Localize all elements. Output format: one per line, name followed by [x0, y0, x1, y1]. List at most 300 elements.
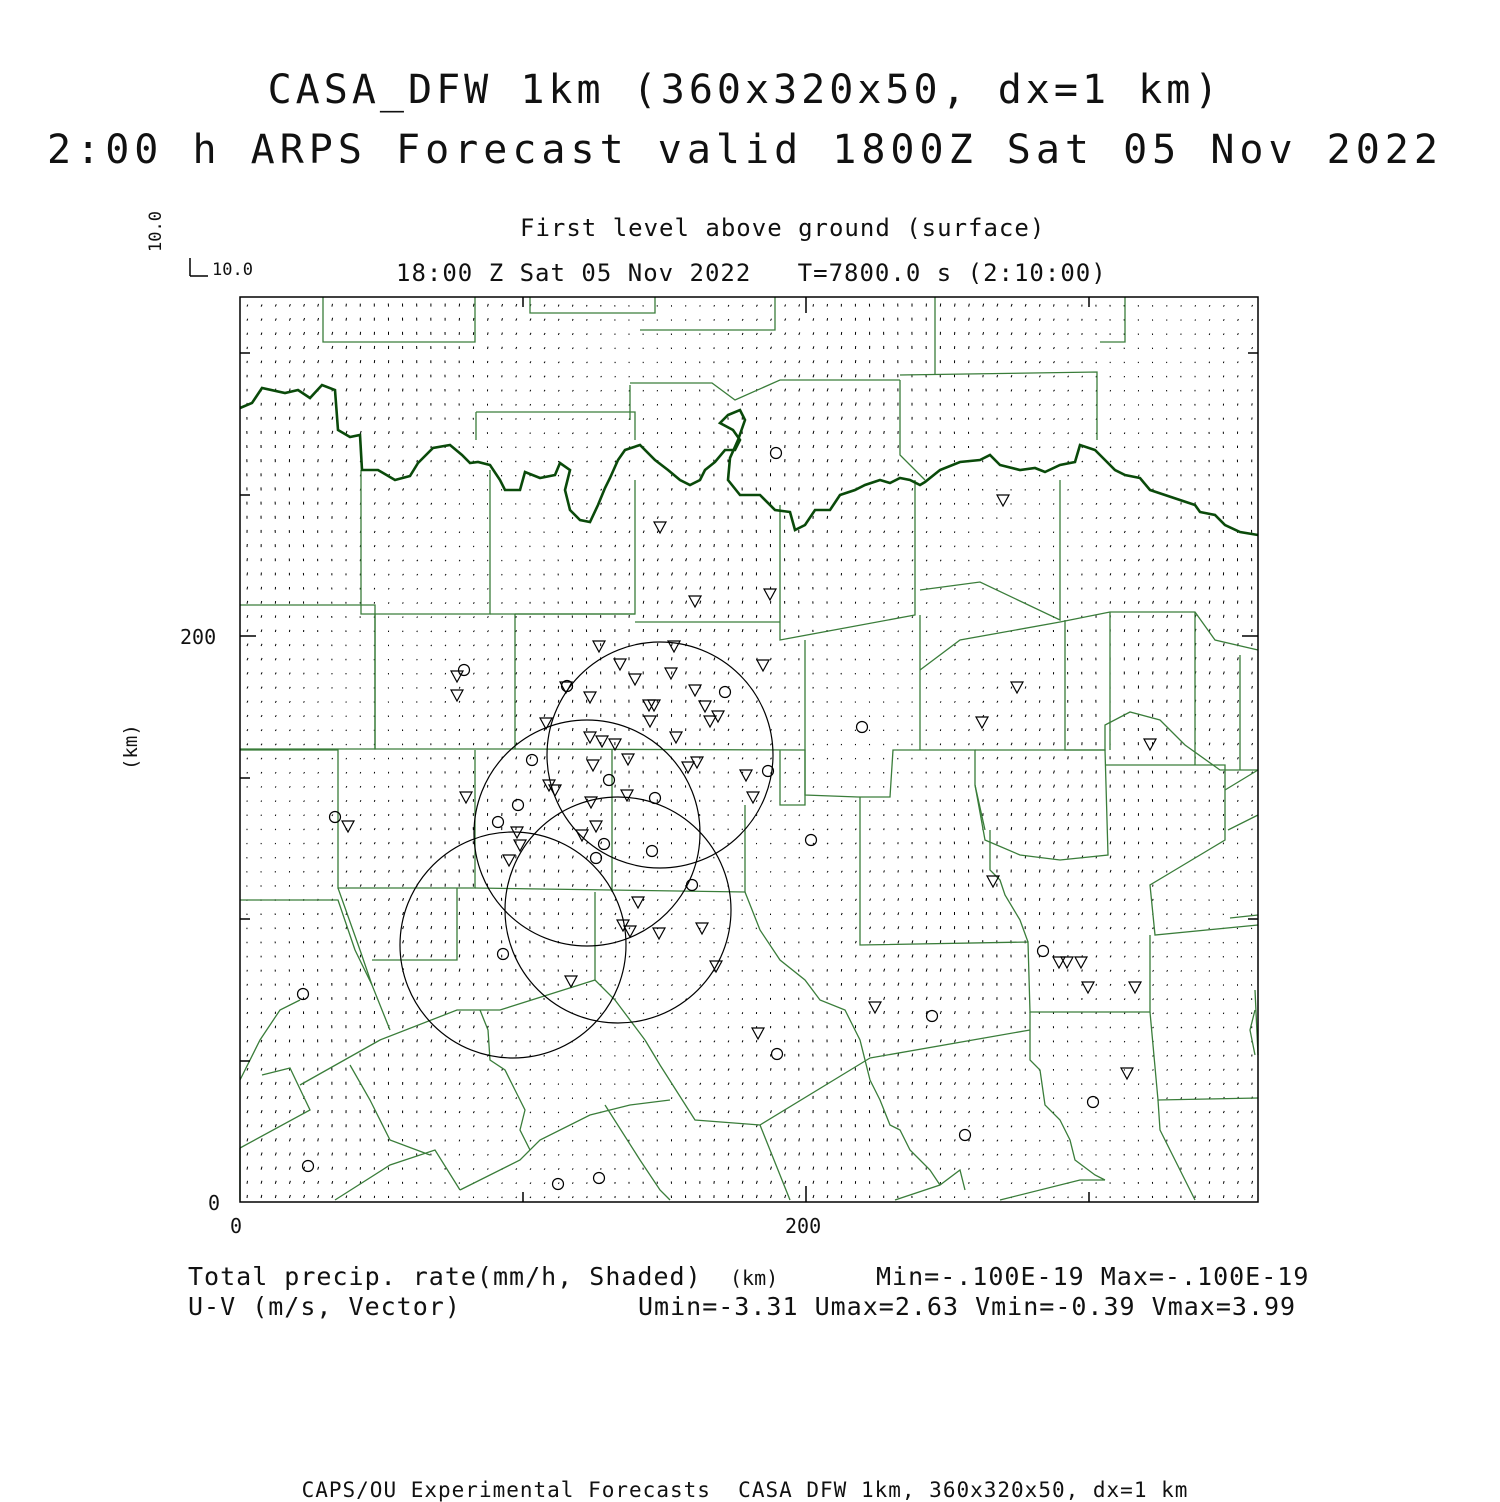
wind-vector — [841, 417, 842, 420]
wind-vector — [488, 673, 489, 675]
wind-vector — [997, 1154, 998, 1156]
triangle-icon — [757, 660, 769, 671]
wind-vector — [601, 941, 602, 943]
wind-vector — [700, 1083, 701, 1085]
wind-vector — [799, 815, 800, 816]
wind-vector — [686, 1013, 687, 1014]
wind-vector — [926, 1039, 927, 1042]
wind-vector — [1110, 899, 1111, 901]
wind-vector — [572, 305, 573, 307]
wind-vector — [643, 573, 644, 576]
wind-vector — [332, 431, 333, 434]
wind-vector — [898, 955, 899, 958]
wind-vector — [771, 800, 772, 801]
wind-vector — [898, 588, 899, 590]
wind-vector — [983, 1054, 984, 1057]
wind-vector — [827, 403, 828, 406]
wind-vector — [360, 786, 361, 788]
wind-vector — [955, 1082, 956, 1085]
wind-vector — [926, 926, 927, 929]
x-tick-0: 0 — [230, 1216, 242, 1236]
credit-line: CAPS/OU Experimental Forecasts CASA DFW 1km, 360x320x50, dx=1 km — [0, 1480, 1490, 1501]
wind-vector — [374, 388, 375, 391]
wind-vector — [1223, 347, 1224, 349]
wind-vector — [940, 1025, 941, 1028]
wind-vector — [940, 1111, 941, 1114]
wind-vector — [360, 856, 361, 858]
wind-vector — [870, 955, 871, 958]
wind-vector — [1209, 1027, 1210, 1028]
wind-vector — [275, 1068, 276, 1071]
wind-vector — [473, 645, 474, 647]
wind-vector — [700, 1013, 701, 1014]
wind-vector — [1054, 461, 1055, 462]
wind-vector — [601, 517, 602, 519]
wind-vector — [289, 758, 290, 759]
wind-vector — [841, 530, 842, 533]
wind-vector — [1153, 517, 1154, 519]
wind-vector — [785, 375, 786, 378]
wind-vector — [275, 1153, 276, 1156]
wind-vector — [530, 700, 531, 703]
wind-vector — [1223, 700, 1224, 703]
vector-ref-v-label: 10.0 — [148, 211, 165, 252]
wind-vector — [1252, 403, 1253, 405]
wind-vector — [1096, 898, 1097, 901]
wind-vector — [417, 969, 418, 972]
wind-vector — [304, 857, 305, 859]
wind-vector — [374, 969, 375, 972]
wind-vector — [841, 473, 842, 476]
wind-vector — [572, 1182, 573, 1183]
wind-vector — [926, 503, 927, 505]
wind-vector — [969, 1097, 970, 1099]
wind-vector — [884, 899, 885, 901]
wind-vector — [983, 1154, 984, 1156]
wind-vector — [601, 771, 602, 774]
wind-vector — [1011, 715, 1012, 717]
wind-vector — [1082, 799, 1083, 802]
wind-vector — [827, 885, 828, 887]
wind-vector — [558, 404, 559, 405]
wind-vector — [813, 473, 814, 476]
wind-vector — [714, 1097, 715, 1099]
wind-vector — [459, 954, 460, 957]
wind-vector — [1153, 503, 1154, 505]
wind-vector — [403, 446, 404, 448]
wind-vector — [841, 829, 842, 831]
wind-vector — [1167, 970, 1168, 971]
wind-vector — [1238, 729, 1239, 731]
wind-vector — [1167, 531, 1168, 533]
wind-vector — [672, 928, 673, 929]
wind-vector — [870, 516, 871, 519]
wind-vector — [530, 742, 531, 745]
wind-vector — [587, 461, 588, 462]
wind-vector — [955, 1068, 956, 1071]
wind-vector — [417, 574, 418, 575]
wind-vector — [572, 418, 573, 419]
wind-vector — [1209, 601, 1210, 604]
wind-vector — [969, 1011, 970, 1014]
wind-vector — [558, 433, 559, 434]
wind-vector — [389, 926, 390, 929]
wind-vector — [1025, 870, 1026, 873]
wind-vector — [898, 1039, 899, 1042]
wind-vector — [771, 715, 772, 717]
wind-vector — [997, 361, 998, 363]
wind-vector — [728, 572, 729, 575]
wind-vector — [785, 1124, 786, 1127]
wind-vector — [870, 531, 871, 533]
wind-vector — [572, 1140, 573, 1141]
wind-vector — [374, 531, 375, 533]
wind-vector — [544, 319, 545, 321]
triangle-icon — [1053, 957, 1065, 968]
wind-vector — [643, 913, 644, 915]
wind-vector — [615, 376, 616, 377]
wind-vector — [742, 1026, 743, 1028]
wind-vector — [855, 388, 856, 391]
wind-vector — [870, 431, 871, 434]
wind-vector — [530, 1154, 531, 1155]
wind-vector — [643, 489, 644, 491]
wind-vector — [516, 390, 517, 392]
wind-vector — [1068, 927, 1069, 930]
wind-vector — [1025, 785, 1026, 788]
wind-vector — [714, 700, 715, 703]
wind-vector — [558, 856, 559, 859]
wind-vector — [1167, 928, 1168, 930]
wind-vector — [332, 744, 333, 745]
wind-vector — [332, 403, 333, 406]
wind-vector — [686, 956, 687, 957]
wind-vector — [1209, 757, 1210, 759]
wind-vector — [247, 1026, 248, 1028]
wind-vector — [1252, 700, 1253, 702]
wind-vector — [1025, 418, 1026, 420]
wind-vector — [247, 601, 248, 604]
wind-vector — [1025, 743, 1026, 746]
wind-vector — [785, 1096, 786, 1099]
wind-vector — [389, 955, 390, 958]
wind-vector — [615, 433, 616, 434]
wind-vector — [785, 1181, 786, 1184]
wind-vector — [1110, 475, 1111, 476]
wind-vector — [756, 333, 757, 335]
wind-vector — [884, 459, 885, 462]
wind-vector — [1096, 941, 1097, 943]
wind-vector — [488, 602, 489, 603]
wind-vector — [318, 1195, 319, 1198]
wind-vector — [898, 898, 899, 901]
wind-vector — [1096, 813, 1097, 816]
wind-vector — [318, 730, 319, 731]
wind-vector — [346, 941, 347, 944]
wind-vector — [1124, 984, 1125, 986]
wind-vector — [587, 1168, 588, 1170]
wind-vector — [1082, 827, 1083, 830]
wind-vector — [841, 445, 842, 448]
wind-vector — [473, 602, 474, 603]
wind-vector — [1110, 1013, 1111, 1015]
wind-vector — [884, 531, 885, 533]
wind-vector — [1223, 714, 1224, 717]
wind-vector — [1153, 1027, 1154, 1028]
wind-vector — [544, 756, 545, 759]
wind-vector — [587, 362, 588, 363]
wind-vector — [615, 842, 616, 845]
wind-vector — [855, 857, 856, 859]
wind-vector — [714, 1083, 715, 1085]
wind-vector — [360, 800, 361, 802]
wind-vector — [601, 531, 602, 533]
wind-vector — [827, 857, 828, 859]
wind-vector — [1082, 884, 1083, 887]
wind-vector — [686, 1097, 687, 1099]
wind-vector — [898, 602, 899, 604]
wind-vector — [558, 390, 559, 391]
wind-vector — [1195, 1125, 1196, 1127]
wind-vector — [459, 1125, 460, 1127]
wind-vector — [827, 815, 828, 816]
triangle-icon — [1144, 739, 1156, 750]
wind-vector — [1209, 1069, 1210, 1071]
wind-vector — [1124, 956, 1125, 958]
wind-vector — [1068, 742, 1069, 745]
wind-vector — [955, 304, 956, 307]
wind-vector — [884, 913, 885, 916]
wind-vector — [1181, 1083, 1182, 1085]
wind-vector — [544, 841, 545, 844]
wind-vector — [530, 1126, 531, 1127]
wind-vector — [1138, 545, 1139, 547]
wind-vector — [841, 516, 842, 519]
wind-vector — [304, 786, 305, 787]
wind-vector — [1138, 927, 1139, 929]
wind-vector — [289, 730, 290, 731]
wind-vector — [403, 560, 404, 562]
wind-vector — [572, 376, 573, 377]
wind-vector — [813, 730, 814, 731]
wind-vector — [940, 997, 941, 1000]
wind-vector — [643, 885, 644, 887]
wind-vector — [629, 559, 630, 561]
wind-vector — [657, 942, 658, 943]
wind-vector — [1068, 347, 1069, 349]
wind-vector — [431, 1082, 432, 1085]
wind-vector — [686, 928, 687, 929]
wind-vector — [403, 531, 404, 533]
wind-vector — [346, 843, 347, 845]
wind-vector — [459, 532, 460, 533]
wind-vector — [714, 984, 715, 985]
wind-vector — [912, 898, 913, 901]
wind-vector — [459, 1040, 460, 1043]
wind-vector — [544, 347, 545, 349]
wind-vector — [1209, 615, 1210, 618]
wind-vector — [1011, 361, 1012, 363]
wind-vector — [672, 516, 673, 519]
wind-vector — [615, 870, 616, 872]
wind-vector — [1209, 671, 1210, 674]
wind-vector — [1209, 572, 1210, 575]
wind-vector — [643, 474, 644, 476]
wind-vector — [686, 488, 687, 491]
wind-vector — [657, 601, 658, 604]
wind-vector — [289, 403, 290, 406]
wind-vector — [969, 304, 970, 307]
wind-vector — [926, 517, 927, 519]
wind-vector — [870, 941, 871, 944]
wind-vector — [374, 912, 375, 915]
wind-vector — [997, 1197, 998, 1198]
wind-vector — [1011, 827, 1012, 830]
wind-vector — [601, 362, 602, 363]
wind-vector — [983, 771, 984, 773]
wind-vector — [389, 431, 390, 434]
wind-vector — [813, 346, 814, 349]
wind-vector-field — [247, 304, 1253, 1199]
wind-vector — [374, 374, 375, 377]
wind-vector — [1223, 1139, 1224, 1141]
wind-vector — [289, 417, 290, 420]
wind-vector — [643, 942, 644, 944]
wind-vector — [1082, 941, 1083, 943]
wind-vector — [629, 856, 630, 858]
wind-vector — [346, 927, 347, 929]
wind-vector — [304, 346, 305, 349]
wind-vector — [785, 744, 786, 746]
wind-vector — [558, 1140, 559, 1141]
wind-vector — [275, 673, 276, 675]
wind-vector — [813, 1153, 814, 1156]
wind-vector — [657, 615, 658, 618]
wind-vector — [756, 1096, 757, 1099]
wind-vector — [247, 333, 248, 335]
wind-vector — [799, 715, 800, 717]
wind-vector — [643, 928, 644, 930]
wind-vector — [1110, 813, 1111, 816]
wind-vector — [997, 1111, 998, 1113]
wind-vector — [403, 474, 404, 476]
state-border — [240, 385, 1258, 535]
wind-vector — [488, 616, 489, 618]
wind-vector — [1238, 1181, 1239, 1184]
wind-vector — [275, 715, 276, 717]
wind-vector — [785, 701, 786, 703]
wind-vector — [558, 827, 559, 830]
wind-vector — [488, 1126, 489, 1128]
wind-vector — [516, 1097, 517, 1099]
wind-vector — [1054, 304, 1055, 306]
wind-vector — [275, 361, 276, 364]
wind-vector — [473, 701, 474, 703]
wind-vector — [445, 1040, 446, 1043]
wind-vector — [318, 871, 319, 873]
wind-vector — [1223, 1055, 1224, 1057]
wind-vector — [898, 912, 899, 915]
wind-vector — [587, 404, 588, 405]
wind-vector — [389, 983, 390, 986]
wind-vector — [870, 573, 871, 575]
wind-vector — [459, 940, 460, 943]
wind-vector — [615, 531, 616, 533]
wind-vector — [955, 743, 956, 745]
wind-vector — [275, 1138, 276, 1141]
wind-vector — [346, 374, 347, 377]
wind-vector — [304, 1195, 305, 1198]
wind-vector — [445, 659, 446, 660]
wind-vector — [247, 1096, 248, 1099]
wind-vector — [728, 1181, 729, 1184]
wind-vector — [1167, 1027, 1168, 1028]
wind-vector — [247, 1012, 248, 1014]
wind-vector — [275, 730, 276, 732]
wind-vector — [898, 941, 899, 944]
triangle-icon — [629, 674, 641, 685]
wind-vector — [1011, 645, 1012, 647]
wind-vector — [289, 346, 290, 349]
wind-vector — [870, 417, 871, 420]
wind-vector — [1039, 799, 1040, 802]
wind-vector — [389, 531, 390, 533]
wind-vector — [261, 1012, 262, 1014]
wind-vector — [686, 984, 687, 985]
circle-icon — [330, 812, 341, 823]
wind-vector — [742, 333, 743, 335]
wind-vector — [318, 431, 319, 434]
wind-vector — [700, 558, 701, 561]
wind-vector — [1223, 1181, 1224, 1184]
wind-vector — [289, 715, 290, 717]
wind-vector — [473, 546, 474, 547]
wind-vector — [1110, 984, 1111, 986]
wind-vector — [417, 1054, 418, 1057]
wind-vector — [955, 659, 956, 660]
wind-vector — [1138, 1069, 1139, 1070]
wind-vector — [1138, 447, 1139, 448]
wind-vector — [629, 899, 630, 901]
wind-vector — [827, 913, 828, 915]
wind-vector — [714, 1111, 715, 1113]
wind-vector — [1195, 1013, 1196, 1014]
wind-vector — [332, 871, 333, 873]
wind-vector — [771, 658, 772, 660]
wind-vector — [756, 1110, 757, 1113]
wind-vector — [445, 1068, 446, 1071]
wind-vector — [403, 983, 404, 986]
wind-vector — [742, 715, 743, 717]
wind-vector — [572, 447, 573, 448]
triangle-icon — [670, 732, 682, 743]
wind-vector — [445, 954, 446, 957]
triangle-icon — [565, 976, 577, 987]
wind-vector — [516, 1140, 517, 1141]
wind-vector — [940, 969, 941, 972]
wind-vector — [1238, 361, 1239, 363]
wind-vector — [855, 997, 856, 1000]
triangle-icon — [653, 928, 665, 939]
wind-vector — [1025, 1154, 1026, 1155]
wind-vector — [1068, 941, 1069, 944]
wind-vector — [1054, 1168, 1055, 1169]
wind-vector — [799, 1138, 800, 1141]
wind-vector — [445, 1054, 446, 1057]
wind-vector — [1238, 714, 1239, 717]
wind-vector — [346, 772, 347, 773]
wind-vector — [742, 1153, 743, 1156]
